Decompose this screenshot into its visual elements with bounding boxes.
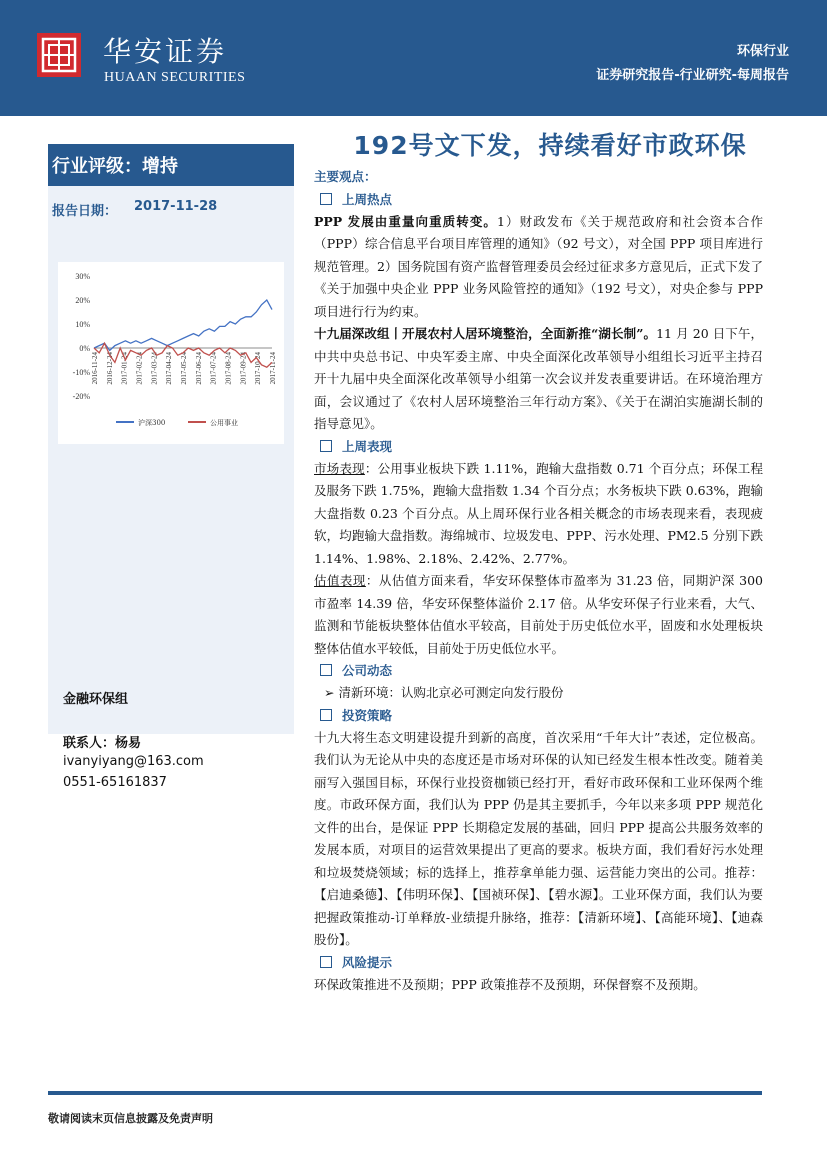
y-tick-label: 0% bbox=[79, 344, 90, 353]
logo-english-name: HUAAN SECURITIES bbox=[104, 70, 246, 85]
x-tick-label: 2016-12-24 bbox=[105, 352, 114, 385]
checkbox-square-icon bbox=[320, 709, 332, 721]
performance-chart bbox=[58, 262, 284, 444]
huaan-logo-icon bbox=[37, 33, 81, 77]
contact-email[interactable]: ivanyiyang@163.com bbox=[63, 754, 204, 769]
checkbox-square-icon bbox=[320, 664, 332, 676]
section-performance: 上周表现 bbox=[314, 436, 763, 458]
contact-phone: 0551-65161837 bbox=[63, 775, 167, 790]
y-tick-label: 30% bbox=[75, 272, 90, 281]
hot-paragraph-1: PPP 发展由重量向重质转变。1）财政发布《关于规范政府和社会资本合作（PPP）综合信息平台项目库管理的通知》（92 号文），对全国 PPP 项目库进行规范管理。2）国务院国有资产监督管理委员会经过征求多方意见后，正式下发了《关于加强中央企业 PPP 业务风险管控的通知》（192 号文），对央企参与 PPP 项目进行行为约束。 bbox=[314, 213, 763, 319]
checkbox-square-icon bbox=[320, 956, 332, 968]
series-line-1 bbox=[94, 300, 272, 350]
checkbox-square-icon bbox=[320, 440, 332, 452]
x-tick-label: 2017-11-24 bbox=[269, 352, 277, 385]
report-title: 192号文下发，持续看好市政环保 bbox=[353, 131, 747, 160]
risk-paragraph: 环保政策推进不及预期；PPP 政策推荐不及预期，环保督察不及预期。 bbox=[314, 976, 706, 992]
x-tick-label: 2017-02-24 bbox=[135, 352, 144, 385]
valuation-paragraph: 估值表现：从估值方面来看，华安环保整体市盈率为 31.23 倍，同期沪深 300 市盈率 14.39 倍，华安环保整体溢价 2.17 倍。从华安环保子行业来看，大气、监测和节能板块整体估值水平较高，目前处于历史低位水平，固废和水处理板块整体估值水平较低，目前处于历史低位水平。 bbox=[314, 573, 763, 656]
y-tick-label: 10% bbox=[75, 320, 90, 329]
arrow-bullet-icon: ➢ bbox=[324, 685, 339, 700]
legend-label: 沪深300 bbox=[138, 419, 166, 427]
industry-label: 环保行业 bbox=[736, 44, 789, 59]
report-date: 2017-11-28 bbox=[134, 199, 218, 214]
section-strategy: 投资策略 bbox=[314, 705, 763, 727]
industry-rating: 行业评级：增持 bbox=[52, 156, 178, 177]
x-tick-label: 2017-03-24 bbox=[150, 352, 159, 385]
viewpoint-heading: 主要观点： bbox=[314, 169, 377, 184]
x-tick-label: 2016-11-24 bbox=[91, 352, 99, 385]
x-tick-label: 2017-09-24 bbox=[239, 352, 248, 385]
section-company: 公司动态 bbox=[314, 660, 763, 682]
strategy-paragraph: 十九大将生态文明建设提升到新的高度，首次采用“千年大计”表述，定位极高。我们认为无论从中央的态度还是市场对环保的认知已经发生根本性改变。随着美丽写入强国目标，环保行业投资枷锁已经打开，看好市政环保和工业环保两个维度。市政环保方面，我们认为 PPP 仍是其主要抓手，今年以来多项 PPP 规范化文件的出台，是保证 PPP 长期稳定发展的基础，回归 PPP 提高公共服务效率的发展本质，对项目的运营效果提出了更高的要求。板块方面，我们看好污水处理和垃圾焚烧领域；标的选择上，推荐拿单能力强、运营能力突出的公司。推荐：【启迪桑德】、【伟明环保】、【国祯环保】、【碧水源】。工业环保方面，我们认为要把握政策推动-订单释放-业绩提升脉络，推荐：【清新环境】、【高能环境】、【迪森股份】。 bbox=[314, 729, 763, 947]
x-tick-label: 2017-01-24 bbox=[120, 352, 129, 385]
market-performance-paragraph: 市场表现：公用事业板块下跌 1.11%，跑输大盘指数 0.71 个百分点；环保工程及服务下跌 1.75%，跑输大盘指数 1.34 个百分点；水务板块下跌 0.63%，跑输大盘指数 0.23 个百分点。从上周环保行业各相关概念的市场表现来看，表现疲软，均跑输大盘指数。海绵城市、垃圾发电、PPP、污水处理、PM2.5 分别下跌 1.14%、1.98%、2.18%、2.42%、2.77%。 bbox=[314, 460, 763, 566]
chart-svg bbox=[58, 262, 284, 444]
company-news-item: ➢ 清新环境：认购北京必可测定向发行股份 bbox=[324, 685, 564, 700]
x-tick-label: 2017-08-24 bbox=[224, 352, 233, 385]
main-content bbox=[314, 166, 763, 996]
footer-divider bbox=[48, 1091, 762, 1095]
y-tick-label: -20% bbox=[72, 392, 90, 401]
logo-chinese-name: 华安证券 bbox=[103, 35, 228, 68]
hot-paragraph-2: 十九届深改组丨开展农村人居环境整治，全面新推“湖长制”。11 月 20 日下午，中共中央总书记、中央军委主席、中央全面深化改革领导小组组长习近平主持召开十九届中央全面深化改革领导小组第一次会议并发表重要讲话。在环境治理方面，会议通过了《农村人居环境整治三年行动方案》、《关于在湖泊实施湖长制的指导意见》。 bbox=[314, 326, 764, 431]
report-date-label: 报告日期： bbox=[52, 204, 118, 219]
report-type: 证券研究报告-行业研究-每周报告 bbox=[596, 68, 789, 83]
x-tick-label: 2017-06-24 bbox=[194, 352, 203, 385]
section-risk: 风险提示 bbox=[314, 952, 763, 974]
x-tick-label: 2017-10-24 bbox=[254, 352, 263, 385]
disclaimer-note: 敬请阅读末页信息披露及免责声明 bbox=[48, 1112, 213, 1125]
y-tick-label: 20% bbox=[75, 296, 90, 305]
x-tick-label: 2017-07-24 bbox=[209, 352, 218, 385]
team-name: 金融环保组 bbox=[63, 692, 129, 707]
x-tick-label: 2017-05-24 bbox=[180, 352, 188, 385]
checkbox-square-icon bbox=[320, 193, 332, 205]
section-hot: 上周热点 bbox=[314, 189, 763, 211]
legend-label: 公用事业 bbox=[210, 419, 238, 427]
contact-person: 联系人：杨易 bbox=[63, 736, 142, 751]
y-tick-label: -10% bbox=[72, 368, 90, 377]
x-tick-label: 2017-04-24 bbox=[165, 352, 174, 385]
page-header bbox=[0, 0, 827, 116]
